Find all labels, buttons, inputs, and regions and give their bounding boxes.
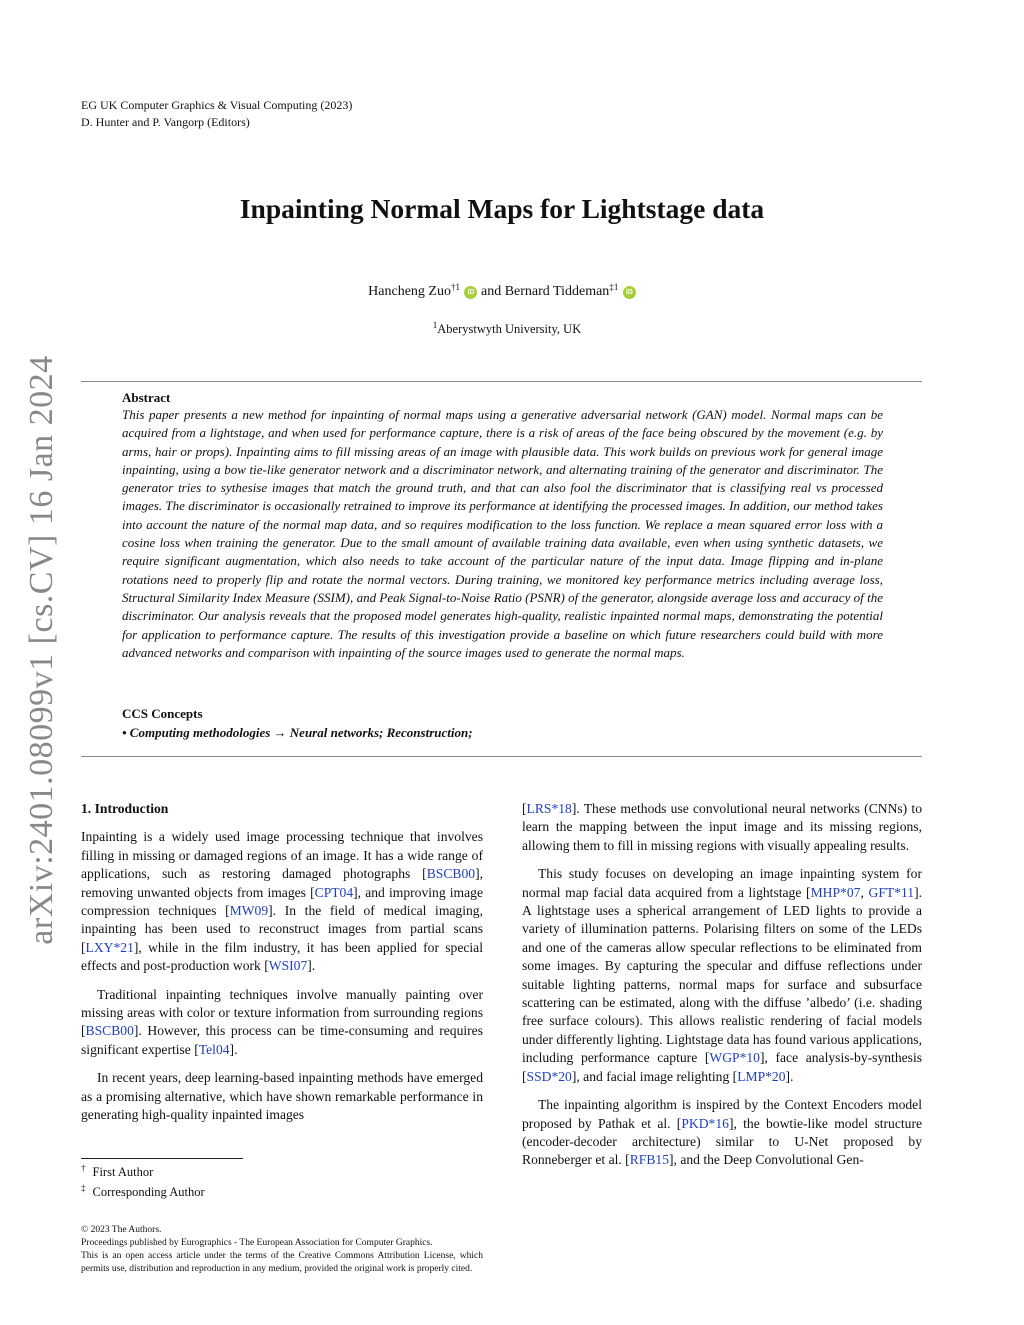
citation-link[interactable]: RFB15	[629, 1152, 669, 1168]
paper-title: Inpainting Normal Maps for Lightstage data	[239, 193, 765, 224]
citation-link[interactable]: LXY*21	[85, 939, 134, 955]
citation-link[interactable]: WGP*10	[709, 1050, 760, 1066]
intro-paragraph: Traditional inpainting techniques involve manually painting over missing areas with color or texture information from surrounding regions [BSCB00]. However, this process can be time-consuming and requires significant expertise [Tel04].	[81, 986, 483, 1057]
abstract-text: This paper presents a new method for inpainting of normal maps using a generative adversarial network (GAN) model. Normal maps can be acquired from a lightstage, and when used for performance capture, there is a risk of areas of the face being obscured by the movement (e.g. by arms, hair or props). Inpainting aims to fill missing areas of an image with plausible data. This work builds on previous work for general image inpainting, using a bow tie-like generator network and a discriminator network, and alternating training of the generator and discriminator. The generator tries to sythesise images that match the ground truth, and that can also fool the discriminator that is classifying real vs processed images. The discriminator is occasionally retrained to improve its performance at identifying the processed images. In addition, our method takes into account the nature of the normal map data, and so requires modification to the loss function. We replace a mean squared error loss with a cosine loss when training the generator. Due to the small amount of available training data available, even when using synthetic datasets, we require significant augmentation, which also needs to take account of the particular nature of the input data. Image flipping and in-plane rotations need to properly flip and rotate the normal vectors. During training, we monitored key performance metrics including average loss, Structural Similarity Index Measure (SSIM), and Peak Signal-to-Noise Ratio (PSNR) of the generator, alongside average loss and accuracy of the discriminator. Our analysis reveals that the proposed model generates high-quality, realistic inpainted normal maps, demonstrating the potential for application to performance capture. The results of this investigation provide a baseline on which future researchers could build with more advanced networks and comparison with inpainting of the source images used to generate the normal maps.	[122, 407, 883, 660]
footnote-rule	[81, 1158, 243, 1159]
author-name: Hancheng Zuo	[368, 284, 451, 299]
footnote-marker: †	[81, 1163, 86, 1173]
citation-link[interactable]: BSCB00	[85, 1023, 134, 1039]
author-marker: †1	[450, 282, 460, 292]
ccs-heading: CCS Concepts	[122, 706, 203, 721]
footnote-marker: ‡	[81, 1183, 86, 1193]
citation-link[interactable]: MW09	[229, 903, 269, 919]
orcid-icon[interactable]: iD	[464, 286, 477, 299]
intro-paragraph: In recent years, deep learning-based inpainting methods have emerged as a promising alternative, which have shown remarkable performance in generating high-quality inpainted images	[81, 1070, 483, 1123]
arxiv-stamp: arXiv:2401.08099v1 [cs.CV] 16 Jan 2024	[23, 355, 60, 945]
citation-link[interactable]: MHP*07	[810, 884, 861, 900]
intro-paragraph: Inpainting is a widely used image processing technique that involves filling in missing or damaged regions of an image. It has a wide range of applications, such as restoring damaged photographs [BSCB00], removing unwanted objects from images [CPT04], and improving image compression techniques [MW09]. In the field of medical imaging, inpainting has been used to reconstruct images from partial scans [LXY*21], while in the film industry, it has been applied for special effects and post-production work [WSI07].	[81, 829, 483, 974]
body-paragraph: [LRS*18]. These methods use convolutional neural networks (CNNs) to learn the mapping between the input image and its missing regions, allowing them to fill in missing regions with visually appealing results.	[522, 801, 922, 853]
citation-link[interactable]: SSD*20	[526, 1068, 572, 1084]
citation-link[interactable]: Tel04	[198, 1041, 230, 1057]
section-heading: 1. Introduction	[81, 801, 169, 816]
citation-link[interactable]: LMP*20	[737, 1068, 786, 1084]
body-paragraph: The inpainting algorithm is inspired by the Context Encoders model proposed by Pathak et al. [PKD*16], the bowtie-like model structure (encoder-decoder architecture) similar to U-Net proposed by Ronneberger et al. [RFB15], and the Deep Convolutional Gen-	[522, 1097, 923, 1168]
body-paragraph: This study focuses on developing an image inpainting system for normal map facial data acquired from a lightstage [MHP*07, GFT*11]. A lightstage uses a spherical arrangement of LED lights to provide a variety of illumination patterns. Polarising filters on some of the LEDs and one of the cameras allow specular reflections to be eliminated from some images. By capturing the specular and diffuse reflections under suitable lighting patterns, normal maps for surface and subsurface scattering can be estimated, along with the diffuse ’albedo’ (i.e. shading free surface colours). This allows realistic rendering of facial models under differently lighting. Lightstage data has found various applications, including performance capture [WGP*10], face analysis-by-synthesis [SSD*20], and facial image relighting [LMP*20].	[522, 866, 923, 1084]
orcid-icon[interactable]: iD	[623, 286, 636, 299]
footnote: † First Author	[81, 1163, 154, 1179]
author-marker: ‡1	[609, 282, 619, 292]
left-column	[81, 800, 483, 1135]
copyright-notice: © 2023 The Authors. Proceedings published by Eurographics - The European Association for Computer Graphics. This is an open access article under the terms of the Creative Commons Attribution License, which permits use, distribution and reproduction in any medium, provided the original work is properly cited.	[81, 1225, 483, 1274]
abstract-heading: Abstract	[122, 390, 171, 405]
footnote: ‡ Corresponding Author	[81, 1183, 205, 1199]
affiliation-marker: 1	[432, 320, 438, 330]
citation-link[interactable]: WSI07	[268, 958, 308, 974]
abstract-top-rule	[81, 381, 922, 382]
editors-header: D. Hunter and P. Vangorp (Editors)	[81, 115, 250, 129]
citation-link[interactable]: PKD*16	[681, 1115, 729, 1131]
ccs-concepts: • Computing methodologies → Neural networks; Reconstruction;	[122, 725, 473, 740]
citation-link[interactable]: CPT04	[314, 884, 354, 900]
right-column	[522, 800, 922, 1180]
affiliation	[0, 322, 1014, 337]
citation-link[interactable]: LRS*18	[526, 801, 572, 816]
abstract-bottom-rule	[81, 756, 922, 757]
author-line	[0, 284, 1004, 300]
affiliation-text: Aberystwyth University, UK	[437, 322, 582, 336]
citation-link[interactable]: GFT*11	[868, 884, 915, 900]
citation-link[interactable]: BSCB00	[426, 866, 476, 882]
conference-header: EG UK Computer Graphics & Visual Computing (2023)	[81, 98, 353, 112]
author-name: and Bernard Tiddeman	[480, 284, 610, 299]
